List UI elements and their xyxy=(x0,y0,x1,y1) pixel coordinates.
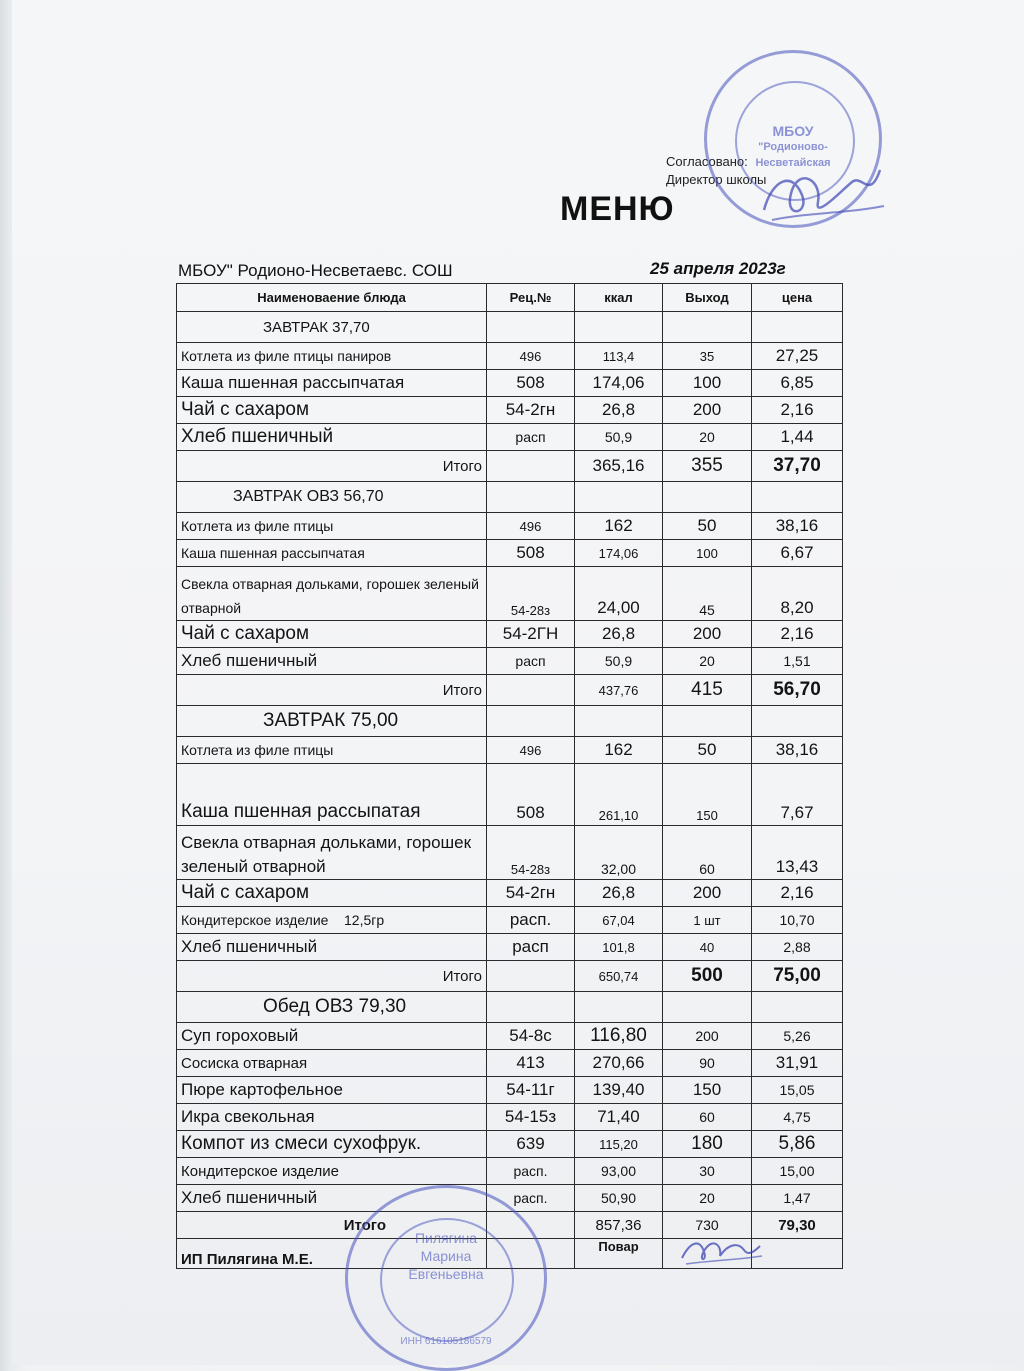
dish-name: Чай с сахаром xyxy=(177,880,487,907)
school-stamp-text-2: "Родионово- xyxy=(758,141,828,153)
table-row xyxy=(177,370,843,397)
kcal-value: 162 xyxy=(575,513,663,540)
total-price: 37,70 xyxy=(752,451,843,482)
portion-value: 60 xyxy=(663,1104,752,1131)
price-value: 38,16 xyxy=(752,513,843,540)
total-price: 56,70 xyxy=(752,675,843,706)
portion-value: 100 xyxy=(663,540,752,567)
total-portion: 730 xyxy=(663,1212,752,1239)
dish-name: Чай с сахаром xyxy=(177,621,487,648)
supplier-stamp xyxy=(345,1185,547,1371)
total-portion: 500 xyxy=(663,961,752,992)
menu-table xyxy=(176,283,843,1269)
table-row xyxy=(177,907,843,934)
dish-name: Свекла отварная дольками, горошек зеленый отварной xyxy=(177,826,487,880)
kcal-value: 24,00 xyxy=(575,567,663,621)
portion-value: 30 xyxy=(663,1158,752,1185)
total-kcal: 857,36 xyxy=(575,1212,663,1239)
total-label: Итого xyxy=(177,1212,487,1239)
kcal-value: 115,20 xyxy=(575,1131,663,1158)
recipe-number: 639 xyxy=(487,1131,575,1158)
recipe-number: 496 xyxy=(487,343,575,370)
recipe-number: 54-8с xyxy=(487,1023,575,1050)
portion-value: 40 xyxy=(663,934,752,961)
total-price: 75,00 xyxy=(752,961,843,992)
price-value: 31,91 xyxy=(752,1050,843,1077)
total-price: 79,30 xyxy=(752,1212,843,1239)
kcal-value: 67,04 xyxy=(575,907,663,934)
kcal-value: 32,00 xyxy=(575,826,663,880)
kcal-value: 71,40 xyxy=(575,1104,663,1131)
dish-name: Каша пшенная рассыпчатая xyxy=(177,370,487,397)
recipe-number: 54-28з xyxy=(487,826,575,880)
portion-value: 150 xyxy=(663,1077,752,1104)
kcal-value: 113,4 xyxy=(575,343,663,370)
total-kcal: 650,74 xyxy=(575,961,663,992)
table-row xyxy=(177,540,843,567)
section-header-row xyxy=(177,312,843,343)
table-row xyxy=(177,513,843,540)
table-row xyxy=(177,737,843,764)
recipe-number: 54-2гн xyxy=(487,397,575,424)
total-kcal: 437,76 xyxy=(575,675,663,706)
dish-name: Компот из смеси сухофрук. xyxy=(177,1131,487,1158)
dish-name xyxy=(177,907,487,934)
recipe-number: 508 xyxy=(487,764,575,826)
table-row xyxy=(177,826,843,880)
recipe-number: 508 xyxy=(487,370,575,397)
recipe-number: 54-2гн xyxy=(487,880,575,907)
total-row xyxy=(177,675,843,706)
recipe-number: 413 xyxy=(487,1050,575,1077)
table-row xyxy=(177,880,843,907)
kcal-value: 50,90 xyxy=(575,1185,663,1212)
table-row xyxy=(177,1023,843,1050)
table-row xyxy=(177,1158,843,1185)
section-title: Обед ОВЗ 79,30 xyxy=(177,992,487,1023)
price-value: 5,26 xyxy=(752,1023,843,1050)
column-header: Наименоваение блюда xyxy=(177,284,487,312)
portion-value: 90 xyxy=(663,1050,752,1077)
dish-name: Хлеб пшеничный xyxy=(177,934,487,961)
portion-value: 200 xyxy=(663,621,752,648)
column-header: цена xyxy=(752,284,843,312)
cook-signature xyxy=(676,1232,766,1272)
price-value: 5,86 xyxy=(752,1131,843,1158)
dish-name-text: Кондитерское изделие xyxy=(181,912,329,928)
kcal-value: 93,00 xyxy=(575,1158,663,1185)
dish-name: Сосиска отварная xyxy=(177,1050,487,1077)
school-name: МБОУ" Родионо-Несветаевс. СОШ xyxy=(178,261,453,280)
table-row xyxy=(177,648,843,675)
dish-name: Суп гороховый xyxy=(177,1023,487,1050)
recipe-number: 54-28з xyxy=(487,567,575,621)
table-row xyxy=(177,424,843,451)
portion-value: 60 xyxy=(663,826,752,880)
total-row xyxy=(177,451,843,482)
table-row xyxy=(177,397,843,424)
recipe-number: расп. xyxy=(487,1158,575,1185)
table-row xyxy=(177,934,843,961)
kcal-value: 50,9 xyxy=(575,648,663,675)
portion-value: 200 xyxy=(663,397,752,424)
price-value: 13,43 xyxy=(752,826,843,880)
school-stamp-text-3: Несветайская xyxy=(755,157,831,169)
supplier-stamp-text-4: ИНН 616105186579 xyxy=(400,1336,492,1347)
kcal-value: 174,06 xyxy=(575,370,663,397)
dish-name: Каша пшенная рассыпатая xyxy=(177,764,487,826)
portion-value: 200 xyxy=(663,880,752,907)
portion-value: 35 xyxy=(663,343,752,370)
kcal-value: 270,66 xyxy=(575,1050,663,1077)
kcal-value: 101,8 xyxy=(575,934,663,961)
portion-value: 20 xyxy=(663,424,752,451)
recipe-number: 508 xyxy=(487,540,575,567)
price-value: 2,16 xyxy=(752,880,843,907)
total-portion: 415 xyxy=(663,675,752,706)
portion-value: 50 xyxy=(663,737,752,764)
column-header: ккал xyxy=(575,284,663,312)
supplier-stamp-text-2: Марина xyxy=(420,1248,472,1264)
menu-date: 25 апреля 2023г xyxy=(650,259,786,278)
portion-value: 20 xyxy=(663,1185,752,1212)
kcal-value: 261,10 xyxy=(575,764,663,826)
recipe-number: 496 xyxy=(487,737,575,764)
dish-name: Пюре картофельное xyxy=(177,1077,487,1104)
approval-line-1: Согласовано: xyxy=(666,154,748,169)
table-row xyxy=(177,1050,843,1077)
kcal-value: 26,8 xyxy=(575,880,663,907)
page-title: МЕНЮ xyxy=(560,190,675,228)
dish-name: Котлета из филе птицы xyxy=(177,737,487,764)
portion-value: 20 xyxy=(663,648,752,675)
total-portion: 355 xyxy=(663,451,752,482)
dish-name: Хлеб пшеничный xyxy=(177,648,487,675)
dish-name: Свекла отварная дольками, горошек зеленый отварной xyxy=(177,567,487,621)
total-kcal: 365,16 xyxy=(575,451,663,482)
total-row xyxy=(177,961,843,992)
supplier-name: ИП Пилягина М.Е. xyxy=(177,1239,487,1269)
section-header-row xyxy=(177,482,843,513)
table-row xyxy=(177,1104,843,1131)
section-title: ЗАВТРАК ОВЗ 56,70 xyxy=(177,482,487,513)
recipe-number: 54-11г xyxy=(487,1077,575,1104)
section-header-row xyxy=(177,706,843,737)
recipe-number: расп. xyxy=(487,907,575,934)
table-row xyxy=(177,1077,843,1104)
dish-name: Котлета из филе птицы xyxy=(177,513,487,540)
column-header: Рец.№ xyxy=(487,284,575,312)
portion-value: 50 xyxy=(663,513,752,540)
recipe-number: 496 xyxy=(487,513,575,540)
dish-weight-note: 12,5гр xyxy=(344,912,385,928)
dish-name: Чай с сахаром xyxy=(177,397,487,424)
kcal-value: 26,8 xyxy=(575,621,663,648)
price-value: 27,25 xyxy=(752,343,843,370)
price-value: 2,16 xyxy=(752,621,843,648)
kcal-value: 116,80 xyxy=(575,1023,663,1050)
portion-value: 45 xyxy=(663,567,752,621)
price-value: 15,00 xyxy=(752,1158,843,1185)
dish-name: Икра свекольная xyxy=(177,1104,487,1131)
column-header: Выход xyxy=(663,284,752,312)
price-value: 7,67 xyxy=(752,764,843,826)
price-value: 6,85 xyxy=(752,370,843,397)
price-value: 1,51 xyxy=(752,648,843,675)
total-label: Итого xyxy=(177,675,487,706)
recipe-number: расп xyxy=(487,648,575,675)
price-value: 1,44 xyxy=(752,424,843,451)
school-stamp-text-1: МБОУ xyxy=(772,123,814,139)
table-row xyxy=(177,764,843,826)
dish-name: Каша пшенная рассыпчатая xyxy=(177,540,487,567)
price-value: 10,70 xyxy=(752,907,843,934)
director-signature xyxy=(752,150,892,240)
price-value: 4,75 xyxy=(752,1104,843,1131)
price-value: 2,88 xyxy=(752,934,843,961)
recipe-number: расп xyxy=(487,934,575,961)
recipe-number: расп. xyxy=(487,1185,575,1212)
kcal-value: 174,06 xyxy=(575,540,663,567)
portion-value: 200 xyxy=(663,1023,752,1050)
dish-name: Хлеб пшеничный xyxy=(177,424,487,451)
kcal-value: 162 xyxy=(575,737,663,764)
table-row xyxy=(177,621,843,648)
price-value: 8,20 xyxy=(752,567,843,621)
table-row xyxy=(177,567,843,621)
price-value: 6,67 xyxy=(752,540,843,567)
portion-value: 100 xyxy=(663,370,752,397)
price-value: 2,16 xyxy=(752,397,843,424)
section-title: ЗАВТРАК 75,00 xyxy=(177,706,487,737)
total-label: Итого xyxy=(177,451,487,482)
total-label: Итого xyxy=(177,961,487,992)
price-value: 38,16 xyxy=(752,737,843,764)
portion-value: 180 xyxy=(663,1131,752,1158)
recipe-number: 54-2ГН xyxy=(487,621,575,648)
dish-name: Хлеб пшеничный xyxy=(177,1185,487,1212)
recipe-number: 54-15з xyxy=(487,1104,575,1131)
price-value: 1,47 xyxy=(752,1185,843,1212)
recipe-number: расп xyxy=(487,424,575,451)
supplier-stamp-text-1: Пилягина xyxy=(414,1230,478,1246)
table-row xyxy=(177,343,843,370)
section-title: ЗАВТРАК 37,70 xyxy=(177,312,487,343)
portion-value: 1 шт xyxy=(663,907,752,934)
section-header-row xyxy=(177,992,843,1023)
kcal-value: 50,9 xyxy=(575,424,663,451)
dish-name: Котлета из филе птицы паниров xyxy=(177,343,487,370)
table-header-row xyxy=(177,284,843,312)
supplier-stamp-text-3: Евгеньевна xyxy=(408,1266,484,1282)
cook-label: Повар xyxy=(575,1239,663,1269)
dish-name: Кондитерское изделие xyxy=(177,1158,487,1185)
table-row xyxy=(177,1131,843,1158)
kcal-value: 26,8 xyxy=(575,397,663,424)
approval-line-2: Директор школы xyxy=(666,172,767,187)
kcal-value: 139,40 xyxy=(575,1077,663,1104)
portion-value: 150 xyxy=(663,764,752,826)
price-value: 15,05 xyxy=(752,1077,843,1104)
